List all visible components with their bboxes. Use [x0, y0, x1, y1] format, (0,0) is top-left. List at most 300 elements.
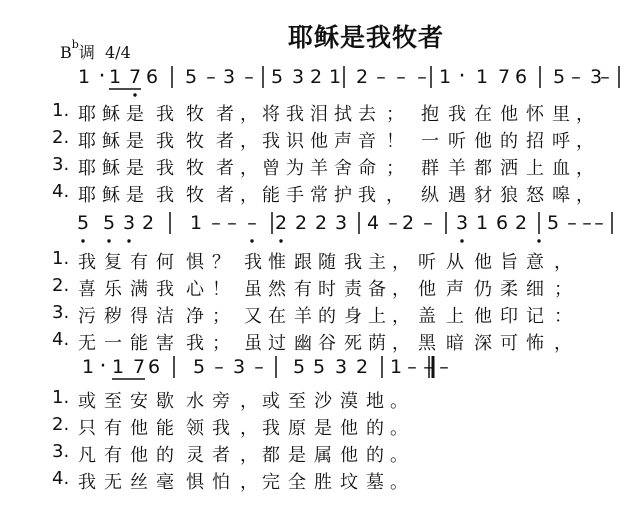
- lyric-char: 秽: [104, 306, 122, 327]
- note: 2: [314, 212, 328, 234]
- lyric-char: 心: [186, 279, 204, 300]
- note: 7: [497, 66, 511, 88]
- note: 2: [309, 66, 323, 88]
- lyric-char: 无: [104, 472, 122, 493]
- dash-symbol: –: [388, 212, 398, 234]
- verse-number: 3.: [52, 441, 70, 462]
- dot-symbol: ·: [458, 64, 466, 89]
- lyric-char: 我: [448, 104, 466, 125]
- note: 3: [455, 212, 469, 234]
- verse-number: 4.: [52, 181, 70, 202]
- lyric-char: 责: [344, 279, 362, 300]
- lyric-char: 怒: [526, 185, 544, 206]
- dash-symbol: –: [206, 66, 216, 88]
- lyric-char: 我: [262, 418, 280, 439]
- lyric-char: 耶: [78, 158, 96, 179]
- note: 1: [189, 212, 203, 234]
- lyric-char: 随: [318, 252, 336, 273]
- lyric-char: 手: [286, 185, 304, 206]
- dash-symbol: –: [600, 66, 610, 88]
- key-word: 调: [78, 43, 95, 62]
- note: 5: [270, 66, 284, 88]
- lyric-char: ，: [392, 333, 410, 354]
- lyric-char: 稣: [102, 158, 120, 179]
- lyric-char: 洒: [500, 158, 518, 179]
- lyric-char: 一: [104, 333, 122, 354]
- note: 2: [514, 212, 528, 234]
- lyric-char: 我: [286, 104, 304, 125]
- lyric-char: 何: [156, 252, 174, 273]
- lyric-char: 旁: [212, 391, 230, 412]
- lyric-line: [52, 468, 640, 492]
- lyric-char: 满: [130, 279, 148, 300]
- dash-symbol: –: [567, 212, 577, 234]
- note: 2: [355, 356, 369, 378]
- lyric-char: 能: [262, 185, 280, 206]
- lyric-char: 的: [366, 445, 384, 466]
- lyric-char: 我: [212, 418, 230, 439]
- note: 4: [366, 212, 380, 234]
- lyric-char: 他: [418, 279, 436, 300]
- dash-symbol: –: [407, 356, 417, 378]
- note: 1: [389, 356, 403, 378]
- lyric-char: 者: [216, 185, 234, 206]
- lyric-char: 纵: [421, 185, 439, 206]
- dash-symbol: –: [439, 356, 449, 378]
- lyric-char: 听: [418, 252, 436, 273]
- lyric-char: 有: [104, 418, 122, 439]
- note: 5: [76, 212, 90, 234]
- lyric-char: 去: [358, 104, 376, 125]
- dash-symbol: –: [594, 212, 604, 234]
- lyric-line: [52, 154, 640, 178]
- lyric-char: 群: [421, 158, 439, 179]
- lyric-char: 嗥: [552, 185, 570, 206]
- lyric-char: 或: [78, 391, 96, 412]
- lyric-char: 黑: [418, 333, 436, 354]
- lyric-char: 他: [340, 418, 358, 439]
- lyric-char: 命: [358, 158, 376, 179]
- note: 2: [274, 212, 288, 234]
- lyric-char: 我: [186, 333, 204, 354]
- lyric-char: 坟: [340, 472, 358, 493]
- verse-number: 3.: [52, 154, 70, 175]
- note: 1: [328, 66, 342, 88]
- lyric-char: 羊: [294, 306, 312, 327]
- lyric-char: 主: [368, 252, 386, 273]
- verse-number: 2.: [52, 275, 70, 296]
- lyric-line: [52, 275, 640, 299]
- lyric-char: 是: [126, 185, 144, 206]
- note: 7: [132, 356, 146, 378]
- lyric-char: 为: [286, 158, 304, 179]
- lyric-char: 乐: [104, 279, 122, 300]
- lyric-char: 只: [78, 418, 96, 439]
- lyric-char: 仍: [474, 279, 492, 300]
- lyric-char: 凡: [78, 445, 96, 466]
- lyric-char: 原: [288, 418, 306, 439]
- lyric-char: ；: [386, 158, 404, 179]
- lyric-char: 我: [358, 185, 376, 206]
- dash-symbol: –: [247, 212, 257, 234]
- lyric-char: 可: [500, 333, 518, 354]
- lyric-char: ；: [386, 104, 404, 125]
- lyric-char: 地: [366, 391, 384, 412]
- lyric-char: 。: [390, 391, 408, 412]
- lyric-char: 谷: [318, 333, 336, 354]
- verse-number: 3.: [52, 302, 70, 323]
- lyric-char: 我: [344, 252, 362, 273]
- lyric-char: 我: [156, 185, 174, 206]
- note: 7: [128, 66, 142, 88]
- lyric-char: 他: [474, 252, 492, 273]
- lyric-char: 将: [262, 104, 280, 125]
- lyric-char: 惧: [186, 252, 204, 273]
- lyric-char: 然: [268, 279, 286, 300]
- lyric-char: 歇: [156, 391, 174, 412]
- lyric-char: 牧: [186, 104, 204, 125]
- lyric-char: 虽: [244, 279, 262, 300]
- dash-symbol: –: [244, 66, 254, 88]
- note: 2: [141, 212, 155, 234]
- lyric-char: ！: [212, 279, 230, 300]
- lyric-char: 能: [130, 333, 148, 354]
- lyric-char: 过: [268, 333, 286, 354]
- verse-number: 2.: [52, 414, 70, 435]
- lyric-char: 死: [344, 333, 362, 354]
- lyric-char: 舍: [334, 158, 352, 179]
- lyric-char: 墓: [366, 472, 384, 493]
- note: 6: [514, 66, 528, 88]
- lyric-char: 漠: [340, 391, 358, 412]
- lyric-char: 他: [474, 131, 492, 152]
- lyric-char: 净: [186, 306, 204, 327]
- lyric-char: 无: [78, 333, 96, 354]
- note: 3: [291, 66, 305, 88]
- note: 5: [552, 66, 566, 88]
- lyric-char: 上: [446, 306, 464, 327]
- lyric-char: 的: [500, 131, 518, 152]
- lyric-char: 者: [216, 131, 234, 152]
- lyric-char: ，: [576, 131, 594, 152]
- lyric-char: 怀: [526, 104, 544, 125]
- lyric-char: 稣: [102, 131, 120, 152]
- dash-symbol: –: [423, 212, 433, 234]
- lyric-char: 我: [262, 131, 280, 152]
- lyric-char: 的: [366, 418, 384, 439]
- lyric-char: 牧: [186, 131, 204, 152]
- lyric-char: 常: [310, 185, 328, 206]
- note: 5: [546, 212, 560, 234]
- verse-number: 1.: [52, 248, 70, 269]
- lyric-char: 他: [474, 306, 492, 327]
- lyric-char: 是: [126, 131, 144, 152]
- lyric-char: 完: [262, 472, 280, 493]
- note: 2: [294, 212, 308, 234]
- lyric-char: 毫: [156, 472, 174, 493]
- lyric-char: 意: [526, 252, 544, 273]
- lyric-char: 害: [156, 333, 174, 354]
- lyric-char: 拭: [334, 104, 352, 125]
- lyric-line: [52, 248, 640, 272]
- lyric-char: 全: [288, 472, 306, 493]
- lyric-char: 虽: [244, 333, 262, 354]
- lyric-char: ：: [554, 306, 572, 327]
- lyric-char: 呼: [552, 131, 570, 152]
- lyric-char: 他: [340, 445, 358, 466]
- lyric-char: 是: [288, 445, 306, 466]
- lyric-char: 遇: [448, 185, 466, 206]
- lyric-char: 跟: [294, 252, 312, 273]
- lyric-line: [52, 181, 640, 205]
- lyric-char: 一: [421, 131, 439, 152]
- lyric-char: 他: [310, 131, 328, 152]
- lyric-char: 盖: [418, 306, 436, 327]
- lyric-char: 者: [216, 104, 234, 125]
- lyric-line: [52, 302, 640, 326]
- lyric-char: 稣: [102, 185, 120, 206]
- lyric-char: 我: [78, 252, 96, 273]
- lyric-char: 洁: [156, 306, 174, 327]
- lyric-char: 胜: [314, 472, 332, 493]
- lyric-char: 他: [130, 445, 148, 466]
- lyric-char: 至: [288, 391, 306, 412]
- lyric-char: 我: [156, 104, 174, 125]
- dash-symbol: –: [376, 66, 386, 88]
- note: 1: [475, 212, 489, 234]
- lyric-char: 声: [446, 279, 464, 300]
- lyric-char: 。: [390, 472, 408, 493]
- lyric-char: 从: [446, 252, 464, 273]
- lyric-char: 护: [334, 185, 352, 206]
- lyric-line: [52, 414, 640, 438]
- lyric-char: 沙: [314, 391, 332, 412]
- lyric-char: 荫: [368, 333, 386, 354]
- lyric-char: 在: [268, 306, 286, 327]
- lyric-char: 狼: [500, 185, 518, 206]
- note: 3: [334, 356, 348, 378]
- lyric-char: 怕: [212, 472, 230, 493]
- lyric-char: 我: [78, 472, 96, 493]
- note: 5: [102, 212, 116, 234]
- lyric-char: 的: [156, 445, 174, 466]
- lyric-char: ，: [576, 104, 594, 125]
- dash-symbol: –: [571, 66, 581, 88]
- note: 5: [184, 66, 198, 88]
- lyric-char: 喜: [78, 279, 96, 300]
- note: 3: [122, 212, 136, 234]
- lyric-char: 暗: [446, 333, 464, 354]
- lyric-char: 他: [130, 418, 148, 439]
- dash-symbol: –: [227, 212, 237, 234]
- lyric-char: 有: [130, 252, 148, 273]
- lyric-char: 领: [186, 418, 204, 439]
- lyric-char: 声: [334, 131, 352, 152]
- lyric-char: 我: [156, 131, 174, 152]
- lyric-char: 幽: [294, 333, 312, 354]
- lyric-char: 柔: [500, 279, 518, 300]
- lyric-char: 的: [318, 306, 336, 327]
- lyric-char: ，: [576, 158, 594, 179]
- lyric-char: 者: [216, 158, 234, 179]
- lyric-char: 属: [314, 445, 332, 466]
- lyric-char: 是: [314, 418, 332, 439]
- note: 2: [401, 212, 415, 234]
- lyric-char: ，: [392, 252, 410, 273]
- lyric-char: 复: [104, 252, 122, 273]
- note: 1: [111, 356, 125, 378]
- note: 3: [232, 356, 246, 378]
- lyric-char: 是: [126, 158, 144, 179]
- lyric-char: 牧: [186, 158, 204, 179]
- dash-symbol: –: [582, 212, 592, 234]
- lyric-char: 我: [156, 279, 174, 300]
- lyric-char: 泪: [310, 104, 328, 125]
- lyric-line: [52, 329, 640, 353]
- lyric-char: 细: [526, 279, 544, 300]
- lyric-char: 耶: [78, 131, 96, 152]
- lyric-char: ，: [386, 185, 404, 206]
- lyric-char: ，: [554, 333, 572, 354]
- note: 6: [147, 356, 161, 378]
- hymn-title: 耶稣是我牧者: [288, 23, 445, 52]
- lyric-char: 我: [156, 158, 174, 179]
- lyric-char: 备: [368, 279, 386, 300]
- lyric-char: 他: [500, 104, 518, 125]
- lyric-char: 水: [186, 391, 204, 412]
- note: 6: [145, 66, 159, 88]
- lyric-char: 安: [130, 391, 148, 412]
- lyric-line: [52, 441, 640, 465]
- verse-number: 4.: [52, 468, 70, 489]
- lyric-char: 血: [552, 158, 570, 179]
- lyric-char: ，: [240, 158, 258, 179]
- lyric-char: ，: [554, 252, 572, 273]
- lyric-char: 或: [262, 391, 280, 412]
- lyric-line: [52, 387, 640, 411]
- lyric-char: ，: [576, 185, 594, 206]
- lyric-char: 有: [104, 445, 122, 466]
- note: 3: [222, 66, 236, 88]
- lyric-char: 又: [244, 306, 262, 327]
- verse-number: 1.: [52, 100, 70, 121]
- dot-symbol: ·: [99, 354, 107, 379]
- lyric-char: 灵: [186, 445, 204, 466]
- lyric-char: ，: [240, 445, 258, 466]
- lyric-char: ，: [240, 418, 258, 439]
- lyric-char: 身: [344, 306, 362, 327]
- lyric-char: 里: [552, 104, 570, 125]
- lyric-char: 怖: [526, 333, 544, 354]
- lyric-char: 豺: [474, 185, 492, 206]
- note: 5: [312, 356, 326, 378]
- lyric-char: ，: [392, 279, 410, 300]
- lyric-char: ；: [212, 333, 230, 354]
- dash-symbol: –: [214, 356, 224, 378]
- note: 1: [77, 66, 91, 88]
- lyric-line: [52, 127, 640, 151]
- dash-symbol: –: [417, 66, 427, 88]
- dash-symbol: –: [396, 66, 406, 88]
- key-note: B: [60, 43, 72, 62]
- note: 5: [192, 356, 206, 378]
- lyric-char: ；: [212, 306, 230, 327]
- lyric-char: 都: [474, 158, 492, 179]
- lyric-char: 时: [318, 279, 336, 300]
- lyric-char: 上: [368, 306, 386, 327]
- lyric-char: 曾: [262, 158, 280, 179]
- lyric-char: 。: [390, 445, 408, 466]
- lyric-char: 耶: [78, 104, 96, 125]
- lyric-char: 抱: [421, 104, 439, 125]
- lyric-char: 我: [244, 252, 262, 273]
- verse-number: 4.: [52, 329, 70, 350]
- note: 1: [438, 66, 452, 88]
- lyric-char: 旨: [500, 252, 518, 273]
- dash-symbol: –: [211, 212, 221, 234]
- lyric-char: 至: [104, 391, 122, 412]
- lyric-char: 深: [474, 333, 492, 354]
- lyric-char: ，: [240, 104, 258, 125]
- lyric-char: 耶: [78, 185, 96, 206]
- note: 3: [589, 66, 603, 88]
- lyric-char: 都: [262, 445, 280, 466]
- lyric-char: ；: [554, 279, 572, 300]
- lyric-char: 听: [448, 131, 466, 152]
- note: 1: [81, 356, 95, 378]
- lyric-char: ？: [212, 252, 230, 273]
- verse-number: 2.: [52, 127, 70, 148]
- lyric-char: 丝: [130, 472, 148, 493]
- lyric-char: 音: [358, 131, 376, 152]
- dot-symbol: ·: [98, 64, 106, 89]
- lyric-char: 。: [390, 418, 408, 439]
- time-signature: 4/4: [105, 43, 131, 62]
- dash-symbol: –: [423, 356, 433, 378]
- verse-number: 1.: [52, 387, 70, 408]
- lyric-char: 羊: [310, 158, 328, 179]
- lyric-char: 得: [130, 306, 148, 327]
- note: 5: [292, 356, 306, 378]
- lyric-char: 能: [156, 418, 174, 439]
- lyric-char: 记: [526, 306, 544, 327]
- lyric-char: 羊: [448, 158, 466, 179]
- lyric-char: 上: [526, 158, 544, 179]
- dash-symbol: –: [254, 356, 264, 378]
- note: 3: [334, 212, 348, 234]
- note: 2: [355, 66, 369, 88]
- lyric-char: ！: [386, 131, 404, 152]
- lyric-char: 招: [526, 131, 544, 152]
- lyric-char: 惧: [186, 472, 204, 493]
- lyric-char: 稣: [102, 104, 120, 125]
- lyric-char: 者: [212, 445, 230, 466]
- lyric-char: ，: [240, 472, 258, 493]
- note: 1: [475, 66, 489, 88]
- lyric-char: 是: [126, 104, 144, 125]
- key-flat: b: [71, 37, 79, 51]
- lyric-char: 污: [78, 306, 96, 327]
- lyric-char: ，: [392, 306, 410, 327]
- lyric-char: 牧: [186, 185, 204, 206]
- lyric-char: ，: [240, 391, 258, 412]
- note: 1: [108, 66, 122, 88]
- lyric-char: ，: [240, 131, 258, 152]
- lyric-char: 识: [286, 131, 304, 152]
- lyric-char: 印: [500, 306, 518, 327]
- lyric-line: [52, 100, 640, 124]
- lyric-char: 惟: [268, 252, 286, 273]
